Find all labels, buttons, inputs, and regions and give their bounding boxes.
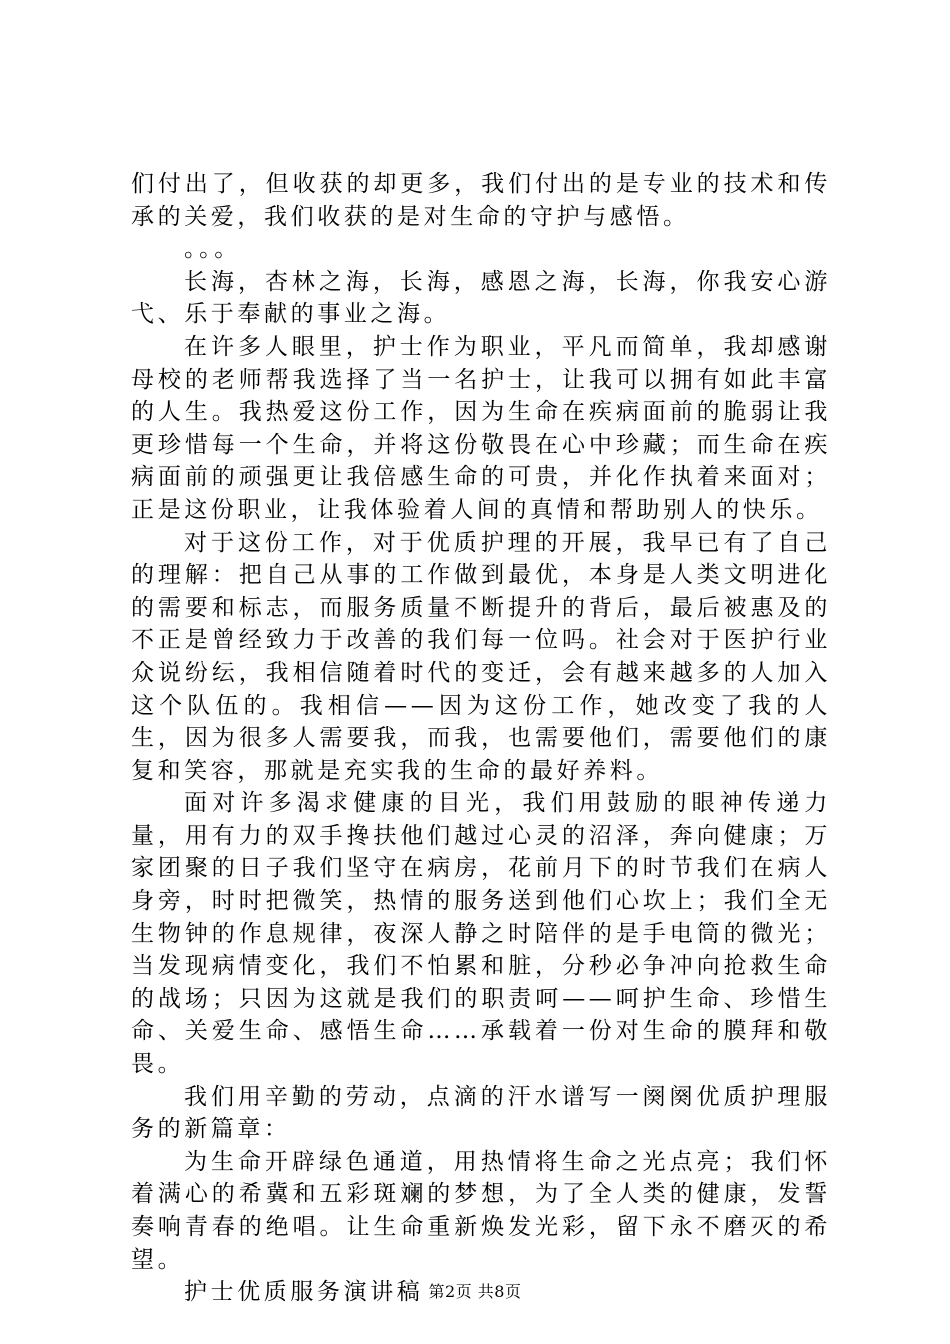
paragraph-continuation: 们付出了，但收获的却更多，我们付出的是专业的技术和传承的关爱，我们收获的是对生命的守护与感悟。 — [131, 171, 831, 230]
paragraph-changhai: 长海，杏林之海，长海，感恩之海，长海，你我安心游弋、乐于奉献的事业之海。 — [131, 268, 831, 328]
paragraph-green-channel: 为生命开辟绿色通道，用热情将生命之光点亮；我们怀着满心的希冀和五彩斑斓的梦想，为了全人类的健康，发誓奏响青春的绝唱。让生命重新焕发光彩，留下永不磨灭的希望。 — [131, 1148, 831, 1273]
paragraph-quality-care: 对于这份工作，对于优质护理的开展，我早已有了自己的理解：把自己从事的工作做到最优，本身是人类文明进化的需要和标志，而服务质量不断提升的背后，最后被惠及的不正是曾经致力于改善的我们每一位吗。社会对于医护行业众说纷纭，我相信随着时代的变迁，会有越来越多的人加入这个队伍的。我相信——因为这份工作，她改变了我的人生，因为很多人需要我，而我，也需要他们，需要他们的康复和笑容，那就是充实我的生命的最好养料。 — [131, 529, 831, 784]
paragraph-ellipsis: 。。。 — [184, 236, 241, 263]
page-number: 第2页 共8页 — [428, 1282, 522, 1301]
paragraph-title-line: 护士优质服务演讲稿 — [184, 1279, 424, 1306]
paragraph-new-chapter: 我们用辛勤的劳动，点滴的汗水谱写一阕阕优质护理服务的新篇章： — [131, 1083, 831, 1143]
document-body — [131, 168, 831, 1309]
paragraph-nursing-career: 在许多人眼里，护士作为职业，平凡而简单，我却感谢母校的老师帮我选择了当一名护士，让我可以拥有如此丰富的人生。我热爱这份工作，因为生命在疾病面前的脆弱让我更珍惜每一个生命，并将这份敬畏在心中珍藏；而生命在疾病面前的顽强更让我倍感生命的可贵，并化作执着来面对；正是这份职业，让我体验着人间的真情和帮助别人的快乐。 — [131, 333, 831, 523]
paragraph-health-gaze: 面对许多渴求健康的目光，我们用鼓励的眼神传递力量，用有力的双手搀扶他们越过心灵的沼泽，奔向健康；万家团聚的日子我们坚守在病房，花前月下的时节我们在病人身旁，时时把微笑，热情的服务送到他们心坎上；我们全无生物钟的作息规律，夜深人静之时陪伴的是手电筒的微光；当发现病情变化，我们不怕累和脏，分秒必争冲向抢救生命的战场；只因为这就是我们的职责呵——呵护生命、珍惜生命、关爱生命、感悟生命……承载着一份对生命的膜拜和敬畏。 — [131, 790, 831, 1078]
